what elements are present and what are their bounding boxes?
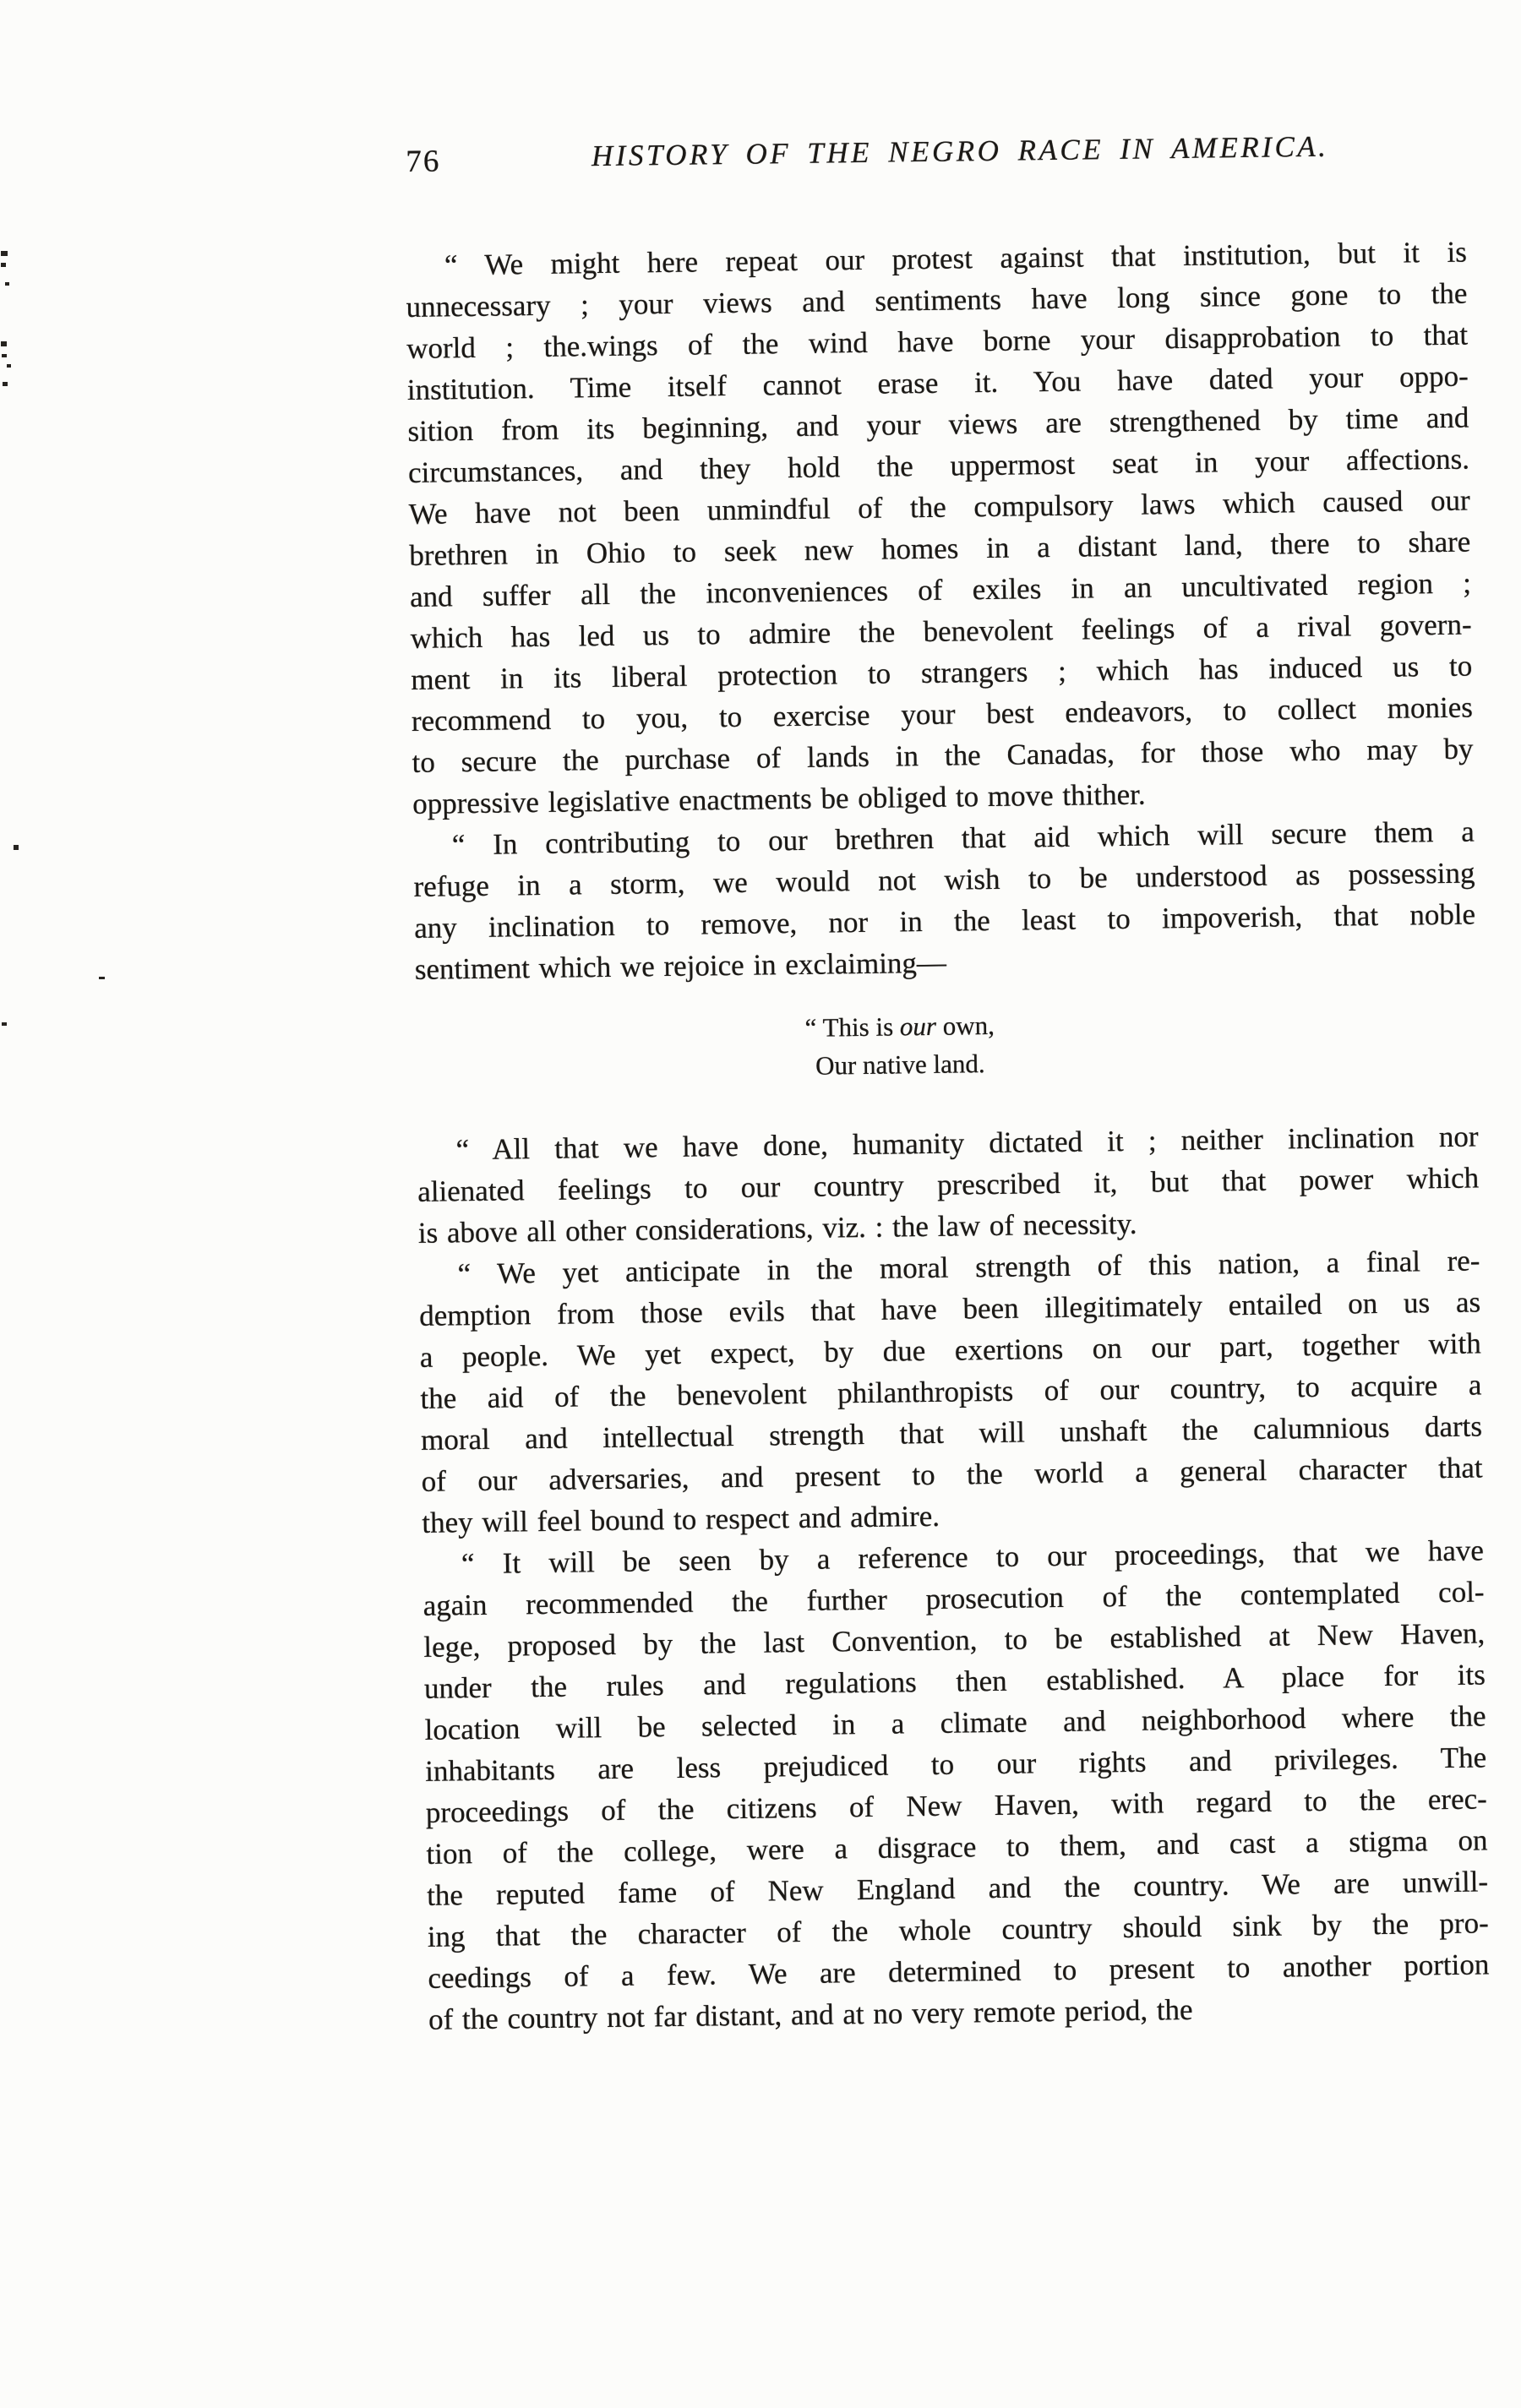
text-line: proceedings of the citizens of New Haven, with regard to the erec-	[425, 1782, 1488, 1829]
text-line: again recommended the further prosecution of the contemplated col-	[422, 1575, 1485, 1622]
page-content	[404, 128, 1490, 2040]
text-line: which has led us to admire the benevolent feelings of a rival govern-	[410, 607, 1472, 655]
text-line: ing that the character of the whole country should sink by the pro-	[427, 1906, 1489, 1953]
text-line: of the country not far distant, and at no very remote period, the	[428, 1992, 1193, 2036]
scan-speck	[7, 364, 11, 368]
paragraph	[418, 1239, 1483, 1543]
page-number: 76	[406, 144, 441, 179]
text-line: alienated feelings to our country prescribed it, but that power which	[417, 1161, 1480, 1208]
verse-line1-italic: our	[899, 1011, 937, 1042]
text-line: institution. Time itself cannot erase it. You have dated your oppo-	[406, 359, 1469, 406]
verse-line1-post: own,	[935, 1010, 995, 1041]
text-line: any inclination to remove, nor in the least to impoverish, that noble	[413, 897, 1476, 945]
verse-line1-pre: “ This is	[804, 1011, 901, 1043]
paragraph	[413, 810, 1476, 989]
text-line: of our adversaries, and present to the world a general character that	[421, 1451, 1483, 1498]
scan-speck	[3, 382, 8, 386]
text-line: “ It will be seen by a reference to our proceedings, that we have	[461, 1534, 1485, 1581]
text-line: under the rules and regulations then established. A place for its	[423, 1658, 1486, 1705]
text-line: to secure the purchase of lands in the Canadas, for those who may by	[412, 732, 1474, 779]
paragraph	[417, 1115, 1480, 1253]
text-line: ceedings of a few. We are determined to present to another portion	[428, 1948, 1490, 1995]
text-line: world ; the.wings of the wind have borne your disapprobation to that	[406, 318, 1469, 365]
scan-speck	[1, 341, 7, 346]
paragraph	[406, 232, 1475, 825]
text-line: lege, proposed by the last Convention, to be established at New Haven,	[423, 1616, 1486, 1664]
scan-speck	[2, 1022, 7, 1026]
text-line: “ We yet anticipate in the moral strength of this nation, a final re-	[457, 1244, 1480, 1291]
text-line: moral and intellectual strength that will unshaft the calumnious darts	[420, 1409, 1483, 1457]
text-line: ment in its liberal protection to strangers ; which has induced us to	[411, 649, 1473, 696]
text-line: recommend to you, to exercise your best endeavors, to collect monies	[411, 690, 1474, 738]
text-line: demption from those evils that have been illegitimately entailed on us as	[418, 1285, 1481, 1332]
running-header	[404, 128, 1466, 186]
text-line: refuge in a storm, we would not wish to be understood as possessing	[413, 856, 1475, 903]
running-head-title: HISTORY OF THE NEGRO RACE IN AMERICA.	[591, 129, 1329, 173]
text-line: We have not been unmindful of the compulsory laws which caused our	[408, 483, 1470, 531]
text-line: “ All that we have done, humanity dictated it ; neither inclination nor	[455, 1120, 1479, 1167]
scan-speck	[1, 251, 8, 256]
text-line: tion of the college, were a disgrace to them, and cast a stigma on	[426, 1823, 1488, 1871]
text-line: a people. We yet expect, by due exertions on our part, together with	[419, 1327, 1481, 1374]
text-line: circumstances, and they hold the uppermost seat in your affections.	[407, 442, 1470, 489]
text-line: sentiment which we rejoice in exclaiming—	[414, 945, 947, 986]
scan-speck	[2, 354, 7, 357]
text-line: inhabitants are less prejudiced to our rights and privileges. The	[424, 1741, 1487, 1788]
text-line: they will feel bound to respect and admire.	[422, 1499, 940, 1539]
text-line: unnecessary ; your views and sentiments have long since gone to the	[406, 276, 1468, 324]
text-line: sition from its beginning, and your views are strengthened by time and	[407, 400, 1469, 448]
text-line: “ We might here repeat our protest against that institution, but it is	[444, 235, 1468, 282]
text-line: oppressive legislative enactments be obliged to move thither.	[412, 777, 1146, 820]
verse-quote	[369, 1000, 1431, 1090]
text-line: and suffer all the inconveniences of exiles in an uncultivated region ;	[409, 566, 1472, 613]
text-line: location will be selected in a climate and neighborhood where the	[424, 1699, 1486, 1746]
text-line: the aid of the benevolent philanthropists of our country, to acquire a	[420, 1368, 1482, 1415]
paragraph	[422, 1529, 1491, 2040]
text-line: “ In contributing to our brethren that aid which will secure them a	[451, 814, 1475, 862]
verse-line: Our native land.	[815, 1049, 985, 1081]
text-line: brethren in Ohio to seek new homes in a distant land, there to share	[409, 525, 1471, 572]
scan-speck	[99, 977, 105, 979]
scan-speck	[14, 845, 19, 850]
scan-speck	[5, 282, 9, 286]
scan-speck	[1, 263, 6, 267]
text-line: is above all other considerations, viz. : the law of necessity.	[417, 1207, 1137, 1250]
text-line: the reputed fame of New England and the country. We are unwill-	[426, 1865, 1489, 1912]
